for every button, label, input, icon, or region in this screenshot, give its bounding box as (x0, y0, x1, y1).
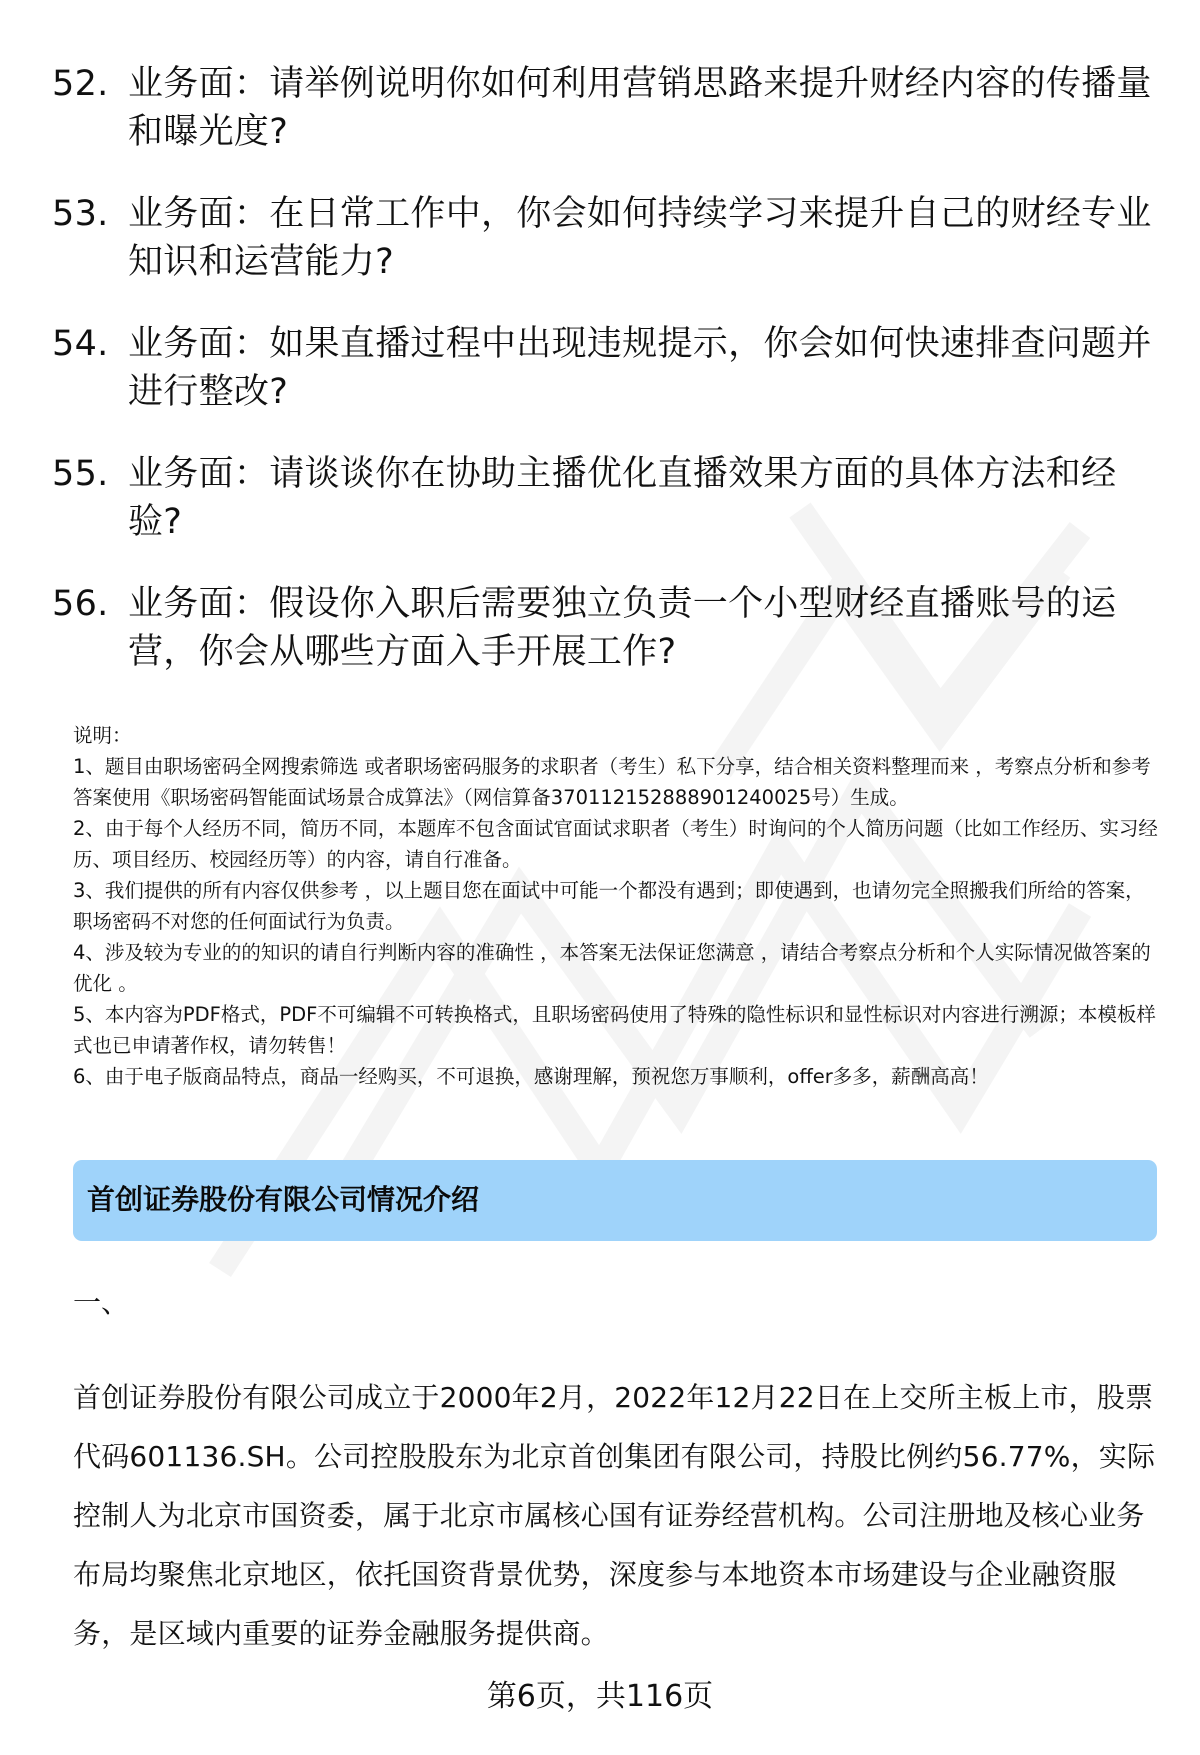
question-item (52, 60, 1152, 156)
note-item: 4、涉及较为专业的的知识的请自行判断内容的准确性 ，本答案无法保证您满意 ，请结合考察点分析和个人实际情况做答案的优化 。 (73, 941, 1151, 995)
note-item: 1、题目由职场密码全网搜索筛选 或者职场密码服务的求职者（考生）私下分享，结合相关资料整理而来 ，考察点分析和参考答案使用《职场密码智能面试场景合成算法》（网信算备370112152888901240025号）生成。 (73, 755, 1151, 809)
question-number: 54. (52, 324, 109, 364)
company-intro-paragraph: 首创证券股份有限公司成立于2000年2月，2022年12月22日在上交所主板上市，股票代码601136.SH。公司控股股东为北京首创集团有限公司，持股比例约56.77%，实际控制人为北京市国资委，属于北京市属核心国有证券经营机构。公司注册地及核心业务布局均聚焦北京地区，依托国资背景优势，深度参与本地资本市场建设与企业融资服务，是区域内重要的证券金融服务提供商。 (73, 1381, 1156, 1650)
notes-title: 说明： (73, 724, 132, 747)
section-title: 首创证券股份有限公司情况介绍 (87, 1183, 480, 1216)
question-text: 业务面：如果直播过程中出现违规提示，你会如何快速排查问题并进行整改? (128, 324, 1152, 412)
section-header-box (73, 1160, 1157, 1241)
note-item: 6、由于电子版商品特点，商品一经购买，不可退换，感谢理解，预祝您万事顺利，offer多多，薪酬高高！ (73, 1065, 989, 1088)
question-text: 业务面：在日常工作中，你会如何持续学习来提升自己的财经专业知识和运营能力? (128, 194, 1152, 282)
question-text: 业务面：假设你入职后需要独立负责一个小型财经直播账号的运营，你会从哪些方面入手开展工作? (128, 584, 1117, 672)
question-number: 53. (52, 194, 109, 234)
question-number: 56. (52, 584, 109, 624)
question-item (52, 320, 1152, 416)
page-number: 第6页，共116页 (486, 1679, 714, 1714)
question-item (52, 190, 1152, 286)
question-text: 业务面：请谈谈你在协助主播优化直播效果方面的具体方法和经验? (128, 454, 1117, 542)
note-item: 3、我们提供的所有内容仅供参考 ，以上题目您在面试中可能一个都没有遇到；即使遇到，也请勿完全照搬我们所给的答案，职场密码不对您的任何面试行为负责。 (73, 879, 1145, 933)
note-item: 5、本内容为PDF格式，PDF不可编辑不可转换格式，且职场密码使用了特殊的隐性标识和显性标识对内容进行溯源；本模板样式也已申请著作权，请勿转售！ (73, 1003, 1156, 1057)
question-number: 52. (52, 64, 109, 104)
question-item (52, 580, 1152, 676)
question-number: 55. (52, 454, 109, 494)
disclaimer-notes (73, 720, 1163, 1092)
question-item (52, 450, 1152, 546)
section-subheading: 一、 (73, 1286, 130, 1319)
question-text: 业务面：请举例说明你如何利用营销思路来提升财经内容的传播量和曝光度? (128, 64, 1152, 152)
note-item: 2、由于每个人经历不同，简历不同，本题库不包含面试官面试求职者（考生）时询问的个人简历问题（比如工作经历、实习经历、项目经历、校园经历等）的内容，请自行准备。 (73, 817, 1158, 871)
question-list (52, 60, 1152, 710)
